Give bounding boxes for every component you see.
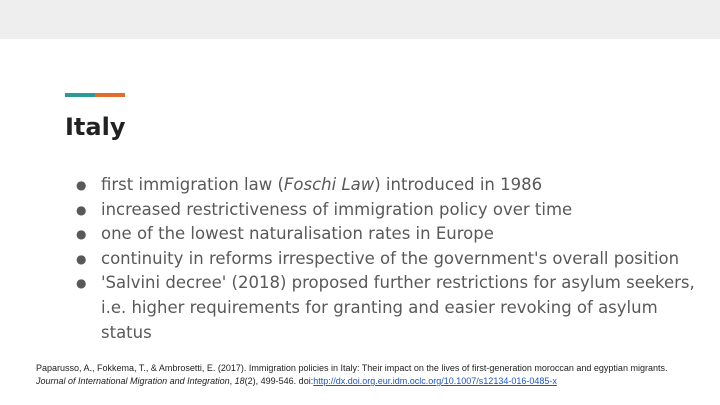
bullet-item	[76, 198, 696, 223]
accent-bar-teal	[65, 93, 95, 97]
citation-journal: Journal of International Migration and Integration	[36, 376, 230, 386]
citation-issue-pages: (2), 499-546. doi:	[244, 376, 314, 386]
bullet-item	[76, 247, 696, 272]
citation-authors: Paparusso, A., Fokkema, T., & Ambrosetti, E. (2017). Immigration policies in Italy: Their impact on the lives of first-generation moroccan and egyptian migrants.	[36, 363, 668, 373]
bullet-text: increased restrictiveness of immigration policy over time	[101, 199, 573, 219]
bullet-text-after: ) introduced in 1986	[374, 175, 543, 194]
bullet-text: continuity in reforms irrespective of the government's overall position	[101, 248, 680, 268]
bullet-dot-icon: ●	[76, 227, 87, 242]
bullet-item	[76, 222, 696, 247]
bullet-dot-icon: ●	[76, 276, 87, 291]
top-bar	[0, 0, 720, 39]
bullet-text: one of the lowest naturalisation rates in Europe	[101, 224, 494, 244]
bullet-emphasis: Foschi Law	[283, 175, 375, 194]
bullet-item	[76, 271, 696, 345]
bullet-text: 'Salvini decree' (2018) proposed further restrictions for asylum seekers, i.e. higher requirements for granting and easier revoking of asylum status	[101, 273, 695, 342]
bullet-dot-icon: ●	[76, 202, 87, 217]
bullet-text-before: first immigration law (	[101, 175, 284, 194]
doi-link[interactable]: http://dx.doi.org.eur.idm.oclc.org/10.1007/s12134-016-0485-x	[313, 376, 557, 386]
citation-volume: 18	[234, 376, 245, 386]
accent-bar-orange	[95, 93, 125, 97]
bullet-list	[76, 173, 696, 345]
bullet-dot-icon: ●	[76, 251, 87, 266]
citation: Paparusso, A., Fokkema, T., & Ambrosetti, E. (2017). Immigration policies in Italy: Their impact on the lives of first-generation moroccan and egyptian migrants. Journal of International Migration and Integration, 18(2), 499-546. doi:http://dx.doi.org.eur.idm.oclc.org/10.1007/s12134-016-0485-x	[36, 363, 668, 386]
slide-title: Italy	[65, 113, 126, 141]
bullet-dot-icon: ●	[76, 178, 87, 192]
bullet-item	[76, 173, 696, 198]
